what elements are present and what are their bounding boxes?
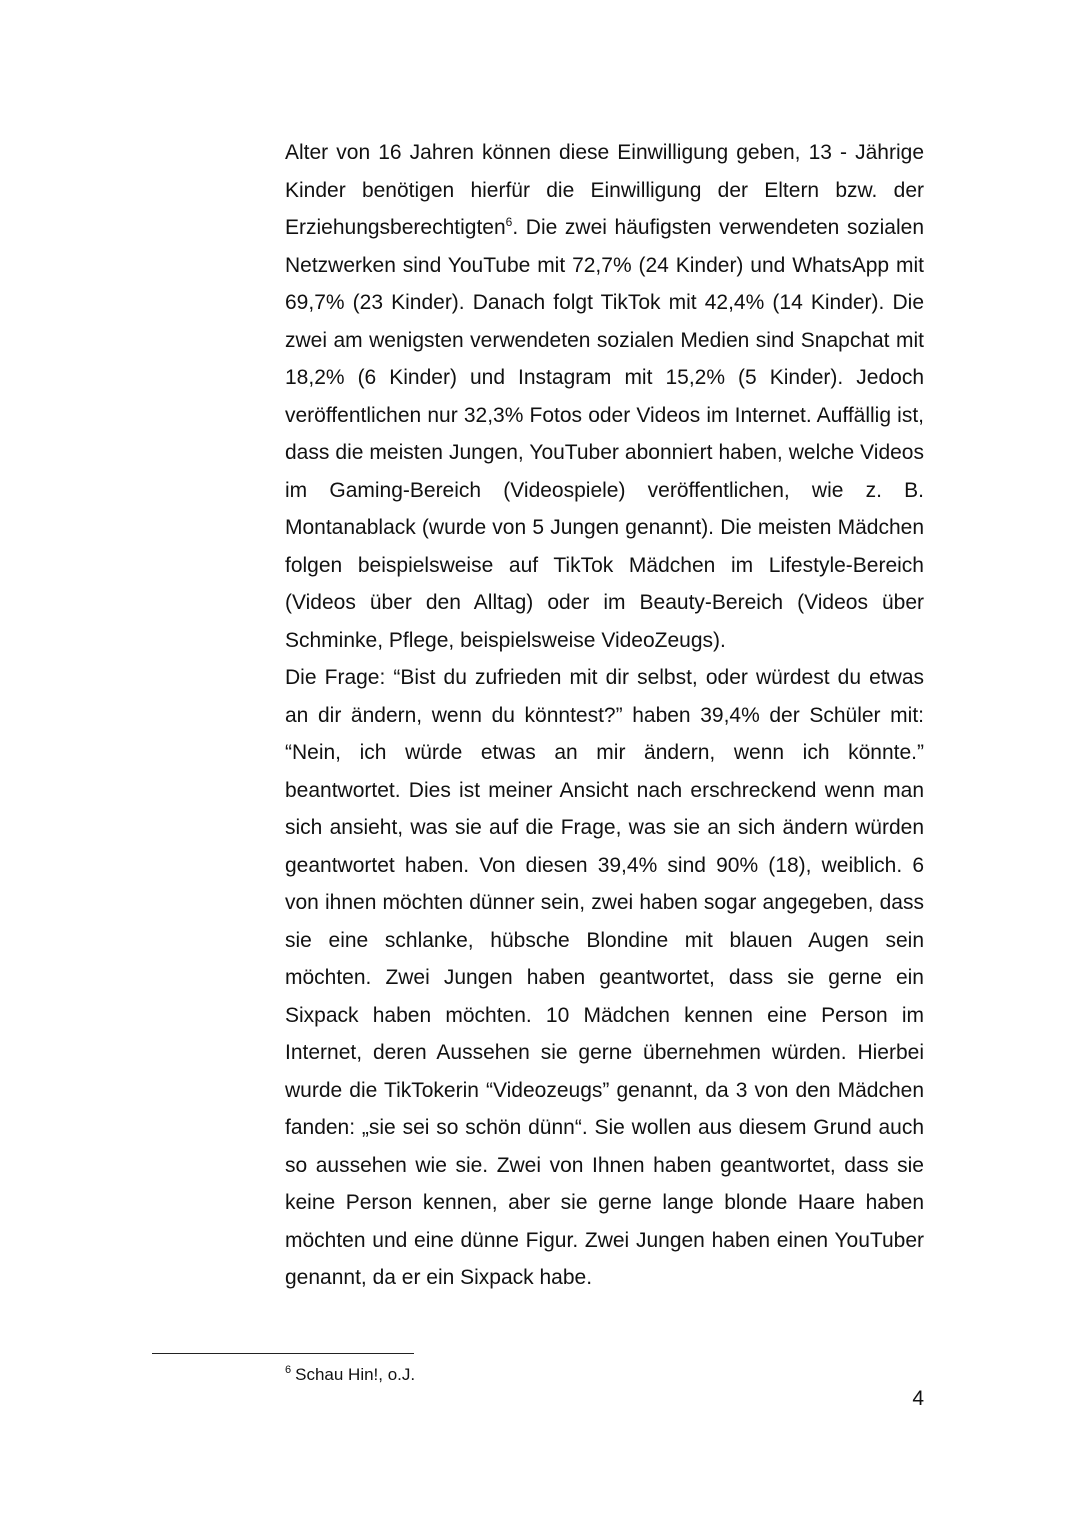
footnote-number: 6 (285, 1364, 292, 1377)
paragraph-1-text-a: Alter von 16 Jahren können diese Einwilligung geben, 13 - Jährige Kinder benötigen hierfür die Einwilligung der Eltern bzw. der Erziehungsberechtigten (285, 141, 924, 239)
page-number: 4 (912, 1387, 924, 1410)
body-text (285, 134, 924, 1297)
footnote-separator (152, 1353, 414, 1354)
footnote (285, 1363, 415, 1387)
paragraph-1 (285, 134, 924, 659)
paragraph-2: Die Frage: “Bist du zufrieden mit dir selbst, oder würdest du etwas an dir ändern, wenn du könntest?” haben 39,4% der Schüler mit: “Nein, ich würde etwas an mir ändern, wenn ich könnte.” beantwortet. Dies ist meiner Ansicht nach erschreckend wenn man sich ansieht, was sie auf die Frage, was sie an sich ändern würden geantwortet haben. Von diesen 39,4% sind 90% (18), weiblich. 6 von ihnen möchten dünner sein, zwei haben sogar angegeben, dass sie eine schlanke, hübsche Blondine mit blauen Augen sein möchten. Zwei Jungen haben geantwortet, dass sie gerne ein Sixpack haben möchten. 10 Mädchen kennen eine Person im Internet, deren Aussehen sie gerne übernehmen würden. Hierbei wurde die TikTokerin “Videozeugs” genannt, da 3 von den Mädchen fanden: „sie sei so schön dünn“. Sie wollen aus diesem Grund auch so aussehen wie sie. Zwei von Ihnen haben geantwortet, dass sie keine Person kennen, aber sie gerne lange blonde Haare haben möchten und eine dünne Figur. Zwei Jungen haben einen YouTuber genannt, da er ein Sixpack habe. (285, 666, 924, 1289)
paragraph-1-text-b: . Die zwei häufigsten verwendeten sozialen Netzwerken sind YouTube mit 72,7% (24 Kinder) und WhatsApp mit 69,7% (23 Kinder). Danach folgt TikTok mit 42,4% (14 Kinder). Die zwei am wenigsten verwendeten sozialen Medien sind Snapchat mit 18,2% (6 Kinder) und Instagram mit 15,2% (5 Kinder). Jedoch veröffentlichen nur 32,3% Fotos oder Videos im Internet. Auffällig ist, dass die meisten Jungen, YouTuber abonniert haben, welche Videos im Gaming-Bereich (Videospiele) veröffentlichen, wie z. B. Montanablack (wurde von 5 Jungen genannt). Die meisten Mädchen folgen beispielsweise auf TikTok Mädchen im Lifestyle-Bereich (Videos über den Alltag) oder im Beauty-Bereich (Videos über Schminke, Pflege, beispielsweise VideoZeugs). (285, 216, 924, 652)
footnote-reference: 6 (505, 215, 513, 229)
footnote-text: Schau Hin!, o.J. (295, 1365, 416, 1384)
